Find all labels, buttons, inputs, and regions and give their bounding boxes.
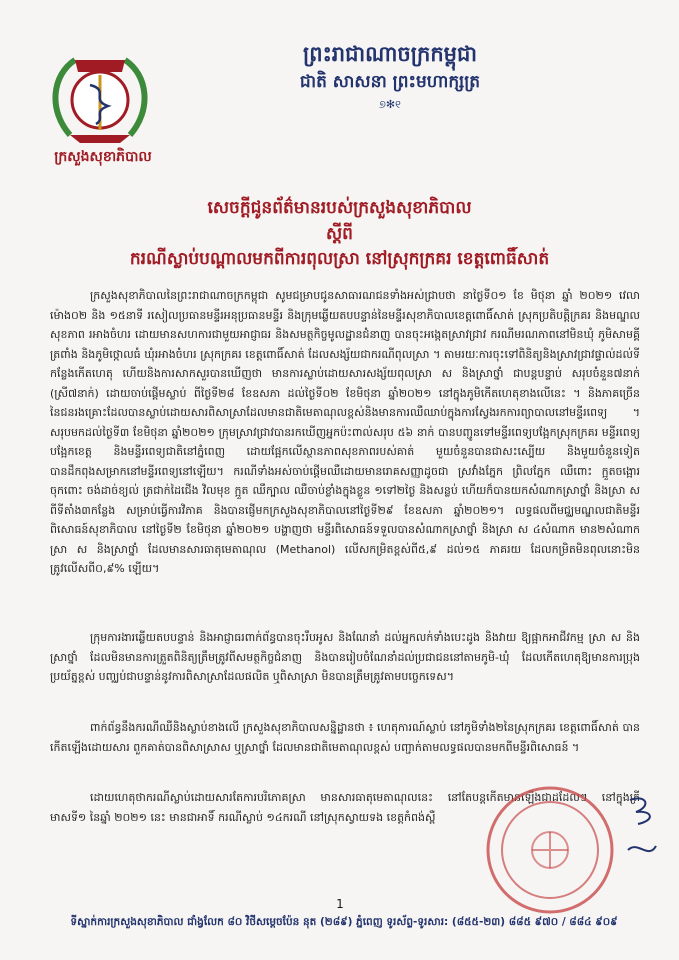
official-seal-icon	[470, 770, 640, 920]
ornament-divider: ୭✻୧	[379, 98, 401, 111]
body-paragraph-3: ពាក់ព័ន្ធនឹងករណីឈឺនិងស្លាប់ខាងលើ ក្រសួងសុខាភិបាលសន្និដ្ឋានថា ៖ ហេតុការណ៍ស្លាប់ នៅភូមិទាំង២នៃស្រុកក្រគរ ខេត្តពោធិ៍សាត់ បានកើតឡើងដោយសារ ពួកគាត់បានពិសាស្រាស ឬស្រាថ្នាំ ដែលមានជាតិមេតាណុលខ្ពស់ បញ្ជាក់តាមលទ្ធផលបានមកពីមន្ទីរពិសោធន៍ ។	[50, 721, 640, 754]
ministry-name: ក្រសួងសុខាភិបាល	[54, 149, 152, 165]
body-paragraph-2: ក្រុមការងារឆ្លើយតបបន្ទាន់ និងអាជ្ញាធរពាក់ព័ន្ធបានចុះរឹបអូស និងណែនាំ ដល់អ្នកលក់ទាំងបេះដូង និងវាយ ឱ្យផ្អាកអាជីវកម្ម ស្រា ស និងស្រាថ្នាំ ដែលមិនមានការត្រួតពិនិត្យត្រឹមត្រូវពីសមត្ថកិច្ចជំនាញ និងបានរៀបចំណែនាំដល់ប្រជាជននៅតាមភូមិ-ឃុំ ដែលកើតហេតុឱ្យមានការប្រុងប្រយ័ត្នខ្ពស់ បញ្ឈប់ជាបន្ទាន់នូវការពិសាស្រាដែលផលិត ឬពិសាស្រា មិនបានត្រឹមត្រូវតាមបច្ចេកទេស។	[50, 631, 640, 683]
body-paragraph-1: ក្រសួងសុខាភិបាលនៃព្រះរាជាណាចក្រកម្ពុជា សូមជម្រាបជូនសាធារណជនទាំងអស់ជ្រាបថា នាថ្ងៃទី០១ ខែ មិថុនា ឆ្នាំ ២០២១ វេលាម៉ោង០២ និង ១៥នាទី រសៀលប្រធានមន្ទីរអនុប្រធានមន្ទីរ និងក្រុមឆ្លើយតបបន្ទាន់នៃមន្ទីរសុខាភិបាលខេត្តពោធិ៍សាត់ ស្រុកប្រតិបត្តិក្រគរ និងមណ្ឌលសុខភាព រអាងចំហរ ដោយមានសហការជាមួយអាជ្ញាធរ និងសមត្ថកិច្ចមូលដ្ឋានជំនាញ បានចុះអង្កេតស្រាវជ្រាវ ករណីមរណភាពនៅមិនឃុំ ភូមិសាមគ្គីត្រពាំង និងភូមិថ្កោលធំ ឃុំរអាងចំហរ ស្រុកក្រគរ ខេត្តពោធិ៍សាត់ ដែលសង្ស័យជាករណីពុលស្រា ។ តាមរយៈការចុះទៅពិនិត្យនិងស្រាវជ្រាវផ្ទាល់ដល់ទីកន្លែងកើតហេតុ ហើយនិងការសាកសួរបានឃើញថា មានការស្លាប់ដោយសារសង្ស័យពុលស្រា ស និងស្រាថ្នាំ ជាបន្តបន្ទាប់ សរុបចំនួន៧នាក់ (ស្រី៧នាក់) ដោយចាប់ផ្តើមស្លាប់ ពីថ្ងៃទី២៨ ខែឧសភា ដល់ថ្ងៃទី០២ ខែមិថុនា ឆ្នាំ២០២១ នៅក្នុងភូមិកើតហេតុខាងលើនេះ ។ និងភាគច្រើននៃជនរងគ្រោះដែលបានស្លាប់ដោយសារពិសាស្រាដែលមានជាតិមេតាណុលខ្ពស់និងមានការឈឺឈាប់ក្នុងការស្វែងរកការព្យាបាលនៅមន្ទីរពេទ្យ ។ សរុបមកដល់ថ្ងៃទី៣ ខែមិថុនា ឆ្នាំ២០២១ ក្រុមស្រាវជ្រាវបានរកឃើញអ្នកប៉ះពាល់សរុប ៥៦ នាក់ បានបញ្ជូនទៅមន្ទីរពេទ្យបង្អែកស្រុកក្រគរ មន្ទីរពេទ្យបង្អែកខេត្ត និងមន្ទីរពេទ្យជាតិនៅភ្នំពេញ ដោយផ្អែកលើស្ថានភាពសុខភាពរបស់គាត់ មួយចំនួនបានជាសះស្បើយ និងមួយចំនួនទៀត បានដឹកពុងសម្រាកនៅមន្ទីរពេទ្យនៅឡើយ។ ករណីទាំងអស់ចាប់ផ្តើមឈឺដោយមានរោគសញ្ញាដូចជា ស្រវាំងភ្នែក ព្រិលភ្នែក ឈឺពោះ ក្អួតចង្អោរ ចុកពោះ ចង់ដាច់ខ្យល់ ត្រជាក់ដៃជើង វិលមុខ ក្អួត ឈឺក្បាល ឈឺចាប់ខ្លាំងក្នុងខ្លួន ១ទៅ២ថ្ងៃ និងសន្លប់ ហើយក៏បានយកសំណាកស្រាថ្នាំ និងស្រា ស ពីទីតាំង៣កន្លែង សម្រាប់ធ្វើការវិភាគ និងបានផ្ញើមកក្រសួងសុខាភិបាលនៅថ្ងៃទី២៩ ខែឧសភា ឆ្នាំ២០២១។ លទ្ធផលពីមជ្ឈមណ្ឌលជាតិមន្ទីរពិសោធន៍សុខាភិបាល នៅថ្ងៃទី២ ខែមិថុនា ឆ្នាំ២០២១ បង្ហាញថា មន្ទីរពិសោធន៍ទទួលបានសំណាកស្រាថ្នាំ និងស្រា ស ៤សំណាក មាន២សំណាក ស្រា ស និងស្រាថ្នាំ ដែលមានសារធាតុមេតាណុល (Methanol) លើសកម្រិតខ្ពស់ពី៥,៩ ដល់១៥ ភាគរយ ដែលកម្រិតមិនពុលនោះមិនត្រូវលើសពី០,៩% ឡើយ។	[50, 289, 640, 575]
national-motto: ជាតិ សាសនា ព្រះមហាក្សត្រ	[299, 72, 481, 92]
document-title-about: ស្តីពី	[326, 224, 353, 244]
footer-address: ទីស្នាក់ការក្រសួងសុខាភិបាល ជាំង្វលែក ៨០ វិថីសម្តេចប៉ែន នុត (២៨៩) ភ្នំពេញ ទូរស័ព្ទ-ទូរសារ: (៨៥៥-២៣) ៨៨៥ ៩៧០ / ៨៨៤ ៩០៩	[70, 916, 618, 928]
kingdom-heading: ព្រះរាជាណាចក្រកម្ពុជា	[302, 41, 477, 66]
signature-mark	[622, 790, 662, 880]
document-title: សេចក្តីជូនព័ត៌មានរបស់ក្រសួងសុខាភិបាល	[207, 198, 472, 218]
document-subject: ករណីស្លាប់បណ្តាលមកពីការពុលស្រា នៅស្រុកក្រគរ ខេត្តពោធិ៍សាត់	[129, 249, 550, 269]
body-paragraph-4: ដោយហេតុថាករណីស្លាប់ដោយសារតែការបរិភោគស្រា មានសារធាតុមេតាណុលនេះ នៅតែបន្តកើតមានឡើងជាដដែលៗ នៅក្នុងត្រីមាសទី១ នៃឆ្នាំ ២០២១ នេះ មានជាអាទិ៍ ករណីស្លាប់ ១៤ករណី នៅស្រុកស្វាយទង ខេត្តកំពង់ស្ពឺ	[50, 791, 640, 824]
page-number: 1	[336, 897, 344, 911]
ministry-emblem-icon	[40, 40, 160, 155]
